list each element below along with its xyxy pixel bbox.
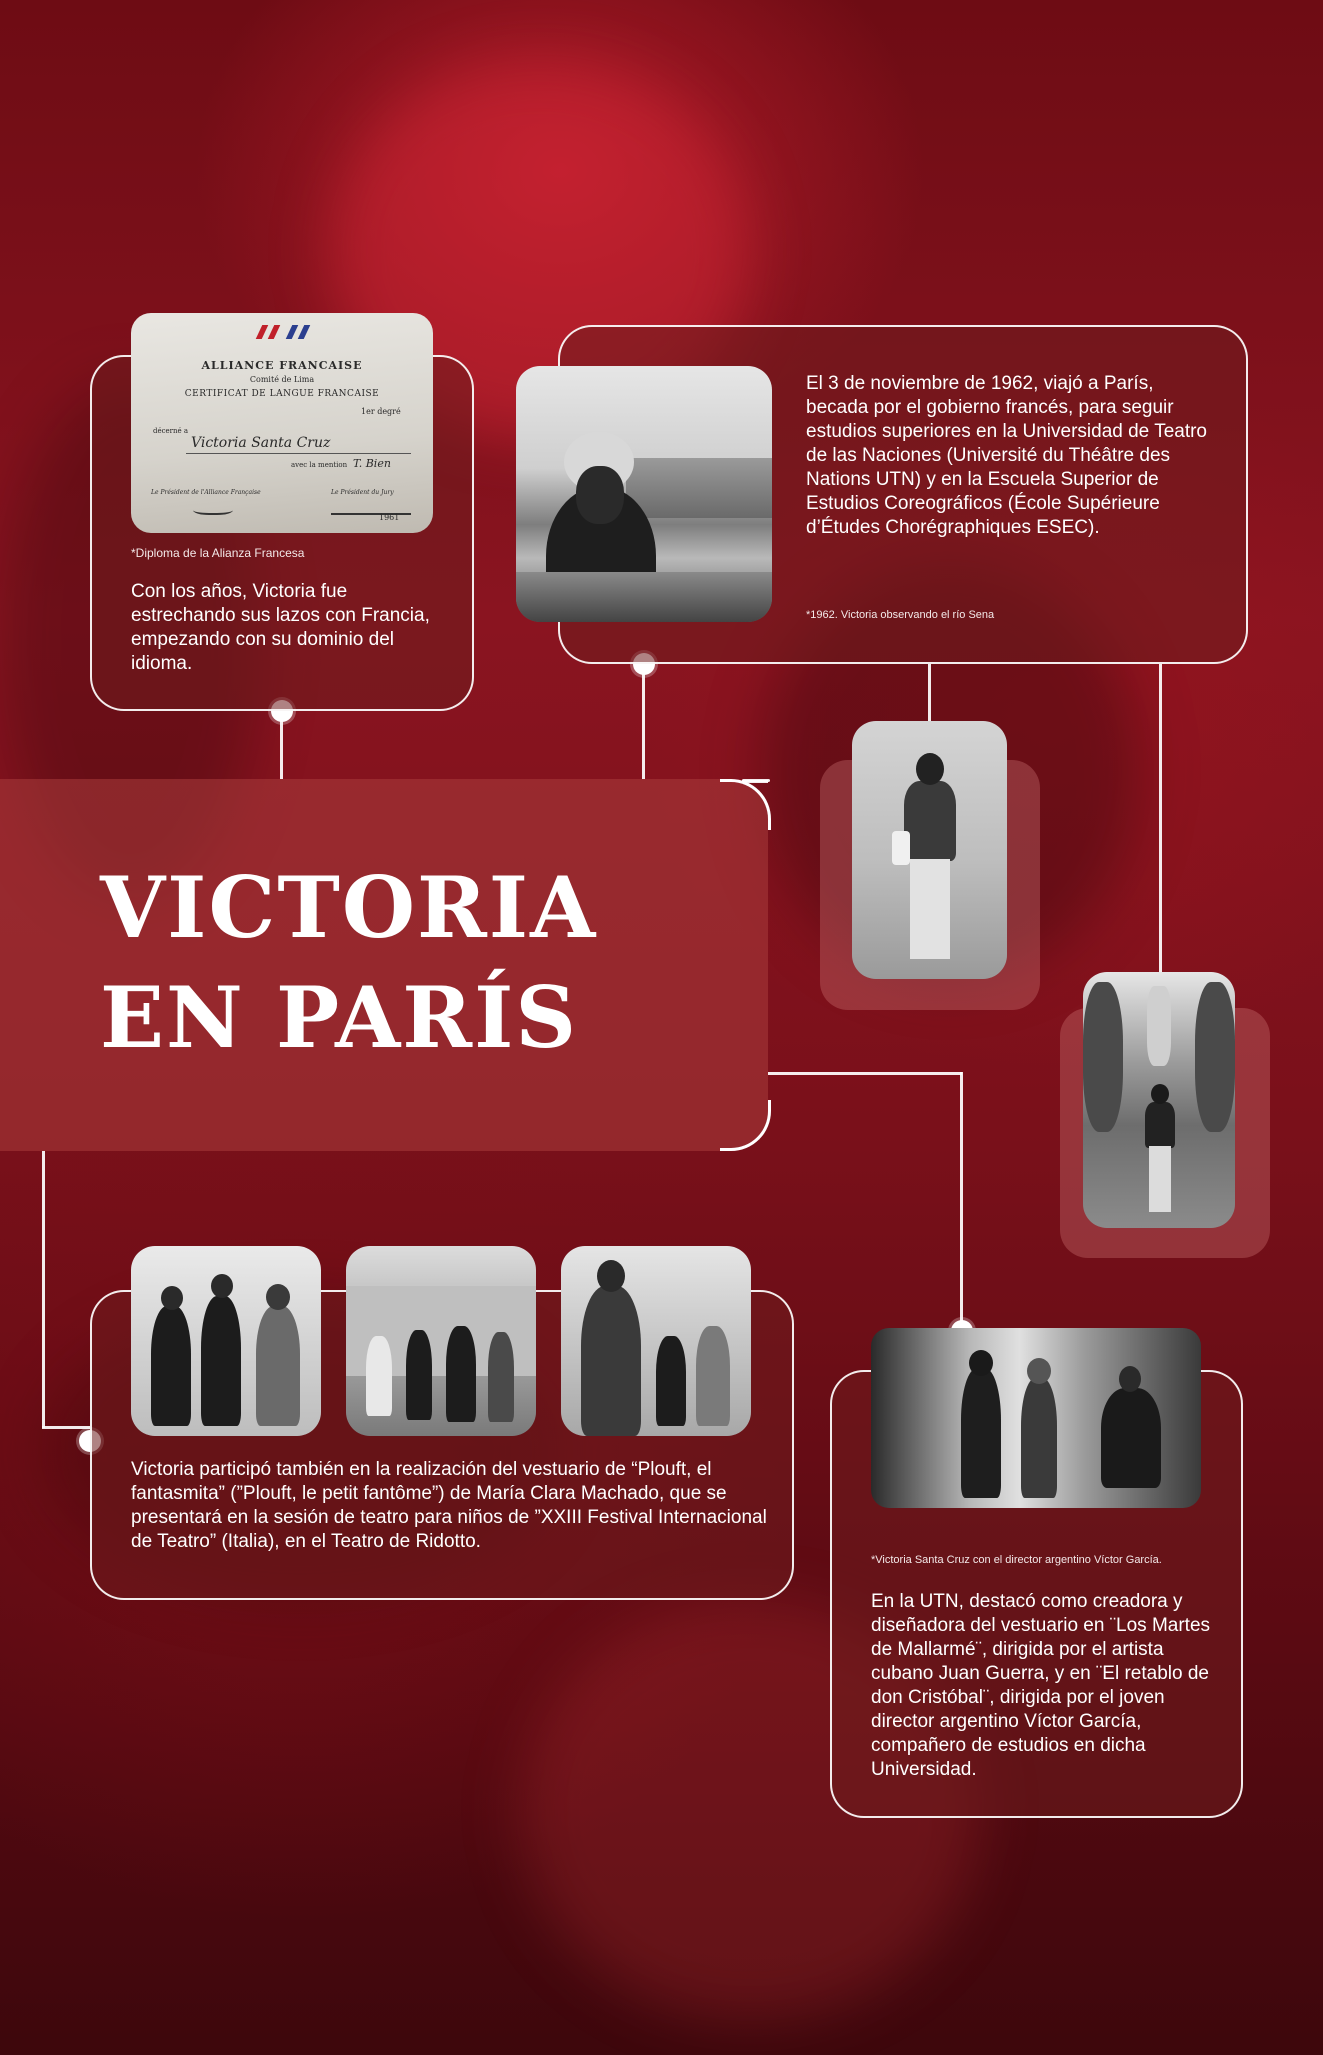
connector-line <box>42 1151 45 1428</box>
utn-caption: *Victoria Santa Cruz con el director argentino Víctor García. <box>871 1554 1162 1566</box>
diploma-mention-label: avec la mention <box>291 461 348 469</box>
person-figure <box>961 1368 1001 1498</box>
page-title-line-1: VICTORIA <box>100 858 598 957</box>
dancer-figure <box>406 1330 432 1420</box>
diploma-right-sign: Le Président du Jury <box>331 489 394 496</box>
rehearsal-photo-3 <box>561 1246 751 1436</box>
dancer-figure <box>488 1332 514 1422</box>
connector-line <box>928 664 931 722</box>
diploma-year: 1961 <box>379 513 400 522</box>
rehearsal-photo-1 <box>131 1246 321 1436</box>
diploma-name: Victoria Santa Cruz <box>191 435 331 451</box>
diploma-name-rule <box>186 453 411 454</box>
dancer-figure <box>256 1306 300 1426</box>
diploma-left-sign: Le Président de l'Alliance Française <box>151 489 261 496</box>
dancer-figure <box>366 1336 392 1416</box>
garden-figure-head <box>1151 1084 1169 1104</box>
portrait-torso <box>904 781 956 861</box>
seine-wall <box>516 572 772 622</box>
title-bracket-top <box>720 779 771 830</box>
dancer-head <box>161 1286 183 1310</box>
garden-trees-left <box>1083 982 1123 1132</box>
diploma-text: Con los años, Victoria fue estrechando sus lazos con Francia, empezando con su dominio del idioma. <box>131 581 430 674</box>
dancer-head <box>597 1260 625 1292</box>
utn-text: En la UTN, destacó como creadora y diseñadora del vestuario en ¨Los Martes de Mallarmé¨, dirigida por el artista cubano Juan Guerra, y en ¨El retablo de don Cristóbal¨, dirigida por el joven director argentino Víctor García, compañero de estudios en dicha Universidad. <box>871 1591 1211 1780</box>
title-bracket-bottom <box>720 1100 771 1151</box>
connector-line <box>768 1072 962 1075</box>
garden-figure-legs <box>1149 1146 1171 1212</box>
rehearsal-photo-2 <box>346 1246 536 1436</box>
dancer-head <box>211 1274 233 1298</box>
connector-line <box>960 1072 963 1332</box>
garden-trees-right <box>1195 982 1235 1132</box>
diploma-certificate: CERTIFICAT DE LANGUE FRANCAISE <box>184 389 380 399</box>
diploma-signature <box>193 503 233 515</box>
plouft-text: Victoria participó también en la realización del vestuario de “Plouft, el fantasmita” (”Plouft, le petit fantôme”) de María Clara Machado, que se presentará en la sesión de teatro para niños de ”XXIII Festival Internacional de Teatro” (Italia), en el Teatro de Ridotto. <box>131 1459 767 1552</box>
diploma-awarded-label: décerné a <box>153 427 189 435</box>
person-head <box>1027 1358 1051 1384</box>
diploma-image <box>131 313 433 533</box>
paris-trip-caption: *1962. Victoria observando el río Sena <box>806 609 995 621</box>
garden-statue <box>1147 986 1171 1066</box>
flag-marks <box>259 325 319 339</box>
paris-trip-text: El 3 de noviembre de 1962, viajó a París, becada por el gobierno francés, para seguir estudios superiores en la Universidad de Teatro de las Naciones (Université du Théâtre des Nations UTN) y en la Escuela Superior de Estudios Coreográficos (École Supérieure d’Études Chorégraphiques ESEC). <box>806 373 1207 538</box>
diploma-header: ALLIANCE FRANCAISE <box>201 359 363 372</box>
seine-photo <box>516 366 772 622</box>
standing-portrait-photo <box>852 721 1007 979</box>
connector-line <box>642 664 645 779</box>
connector-line <box>42 1426 90 1429</box>
portrait-legs <box>910 859 950 959</box>
dancer-figure <box>201 1296 241 1426</box>
dancer-figure <box>696 1326 730 1426</box>
dancer-figure <box>581 1286 641 1436</box>
person-head <box>1119 1366 1141 1392</box>
diploma-degree: 1er degré <box>361 407 401 416</box>
person-figure <box>1101 1388 1161 1488</box>
person-head <box>969 1350 993 1376</box>
page-title-line-2: EN PARÍS <box>100 968 579 1067</box>
seine-face <box>576 466 624 524</box>
diploma-caption: *Diploma de la Alianza Francesa <box>131 546 305 560</box>
portrait-head <box>916 753 944 785</box>
dancer-head <box>266 1284 290 1310</box>
garden-portrait-photo <box>1083 972 1235 1228</box>
victor-garcia-photo <box>871 1328 1201 1508</box>
garden-figure <box>1145 1102 1175 1148</box>
diploma-mention: T. Bien <box>353 457 391 470</box>
portrait-bag <box>892 831 910 865</box>
seine-skyline <box>626 458 772 518</box>
connector-line <box>1159 664 1162 972</box>
dancer-figure <box>656 1336 686 1426</box>
title-panel <box>0 779 768 1151</box>
dancer-figure <box>151 1306 191 1426</box>
dancer-figure <box>446 1326 476 1422</box>
diploma-committee: Comité de Lima <box>249 375 315 384</box>
person-figure <box>1021 1378 1057 1498</box>
